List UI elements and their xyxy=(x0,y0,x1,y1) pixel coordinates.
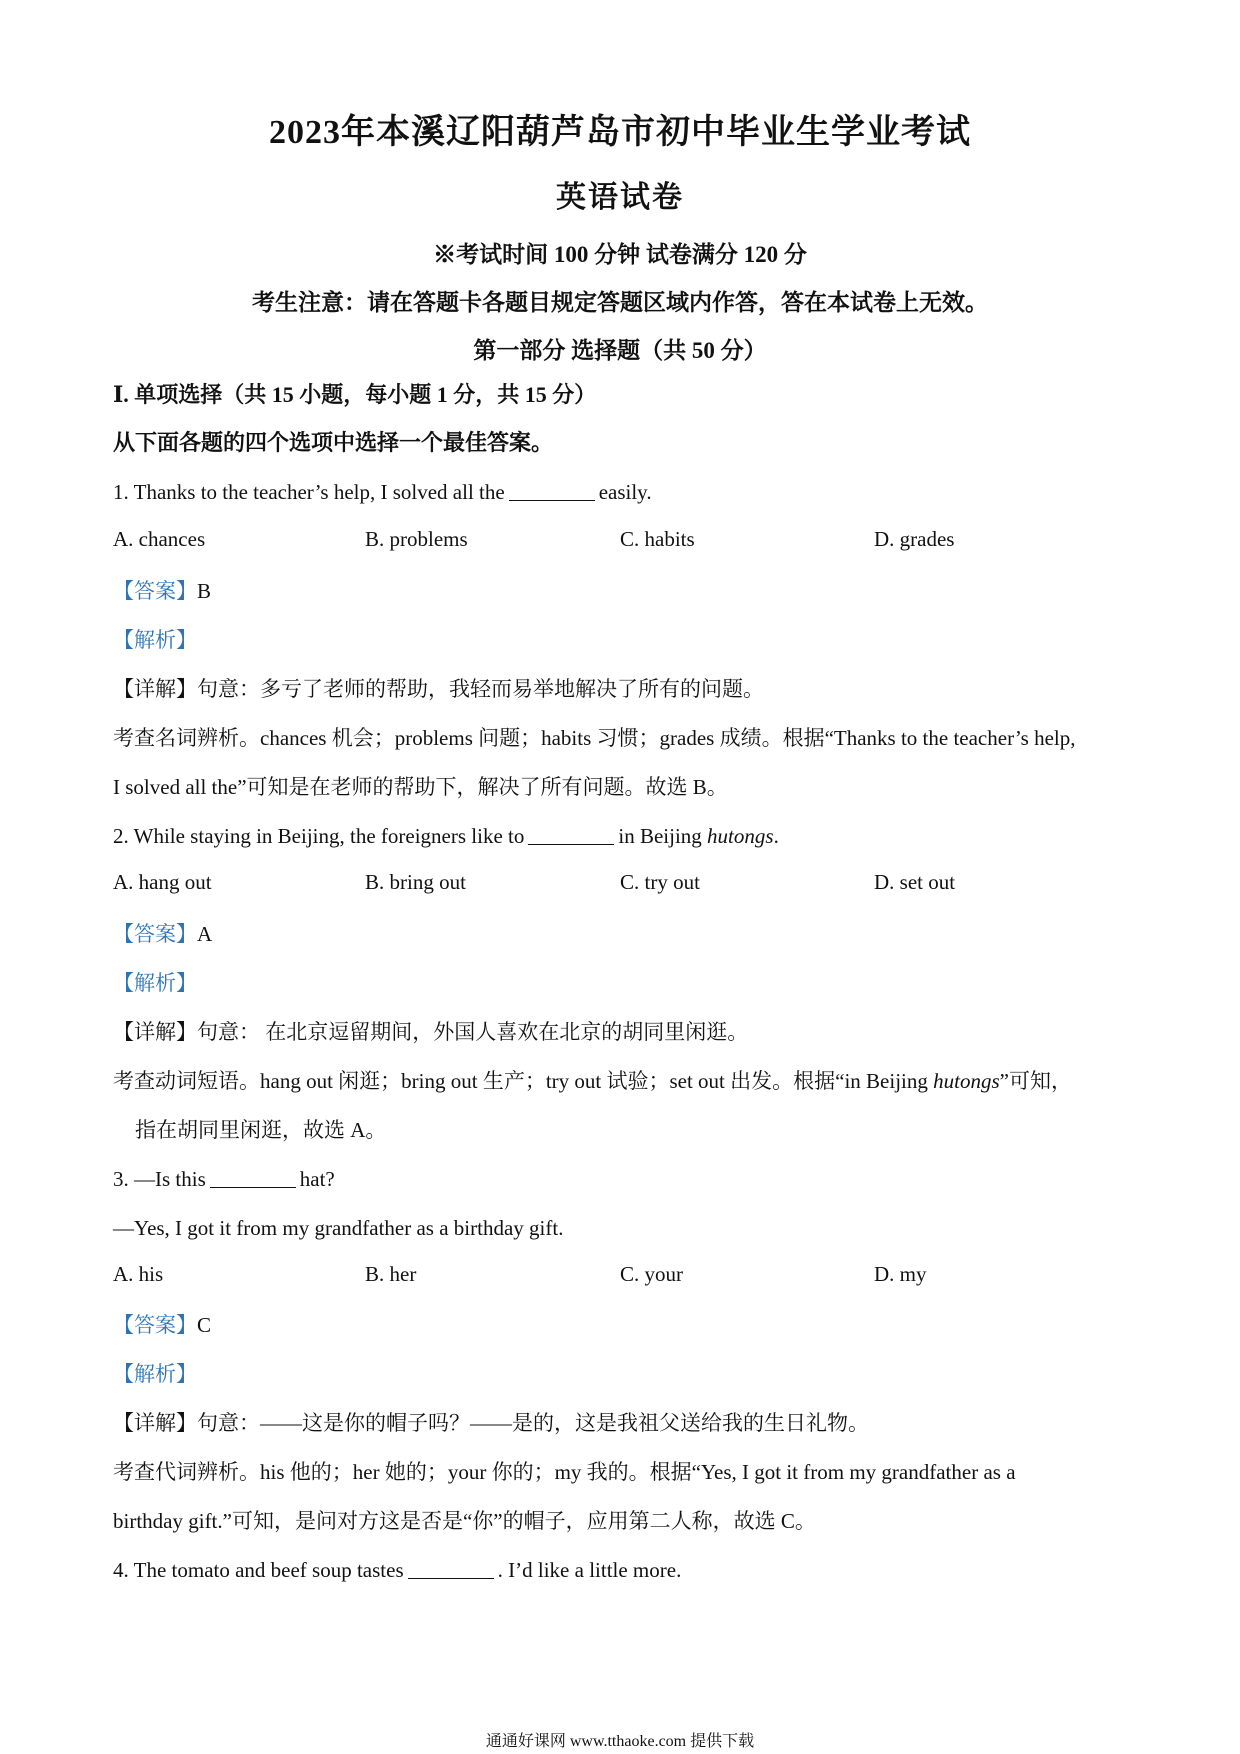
question-3-reply: —Yes, I got it from my grandfather as a birthday gift. xyxy=(113,1216,564,1240)
question-1-stem-after: easily. xyxy=(598,480,652,504)
answer-blank xyxy=(210,1165,296,1188)
question-2-option-d: D. set out xyxy=(874,870,956,894)
question-3-answer xyxy=(113,1310,1133,1340)
question-3-option-a: A. his xyxy=(113,1262,164,1286)
question-3-option-c: C. your xyxy=(620,1262,683,1286)
question-1-option-d: D. grades xyxy=(874,527,955,551)
question-1-detail-text: 句意：多亏了老师的帮助，我轻而易举地解决了所有的问题。 xyxy=(197,677,764,701)
question-1-option-b: B. problems xyxy=(365,527,468,551)
question-1-detail xyxy=(113,674,1133,704)
question-1-answer xyxy=(113,576,1133,606)
question-1-answer-value: B xyxy=(197,579,212,603)
detail-label: 【详解】 xyxy=(113,677,197,701)
question-3-detail xyxy=(113,1408,1133,1438)
question-3-option-b: B. her xyxy=(365,1262,417,1286)
question-3-stem xyxy=(113,1164,1133,1194)
question-3-options xyxy=(113,1262,1133,1292)
question-2-option-a: A. hang out xyxy=(113,870,212,894)
exam-info: ※考试时间 100 分钟 试卷满分 120 分 xyxy=(433,242,807,267)
question-1-explanation-line-2: I solved all the”可知是在老师的帮助下，解决了所有问题。故选 B。 xyxy=(113,775,728,799)
exam-notice: 考生注意：请在答题卡各题目规定答题区域内作答，答在本试卷上无效。 xyxy=(252,290,988,315)
question-2-detail xyxy=(113,1017,1133,1047)
question-2-stem-before: 2. While staying in Beijing, the foreigners like to xyxy=(113,824,525,848)
question-2-option-b: B. bring out xyxy=(365,870,466,894)
question-2-answer-value: A xyxy=(197,922,213,946)
question-2-option-c: C. try out xyxy=(620,870,700,894)
question-3-answer-value: C xyxy=(197,1313,212,1337)
question-4-stem xyxy=(113,1555,1133,1585)
answer-blank xyxy=(509,478,595,501)
question-2-stem-mid: in Beijing xyxy=(618,824,702,848)
question-3-option-d: D. my xyxy=(874,1262,927,1286)
answer-label: 【答案】 xyxy=(113,922,197,946)
question-2-analysis xyxy=(113,968,1133,998)
question-2-answer xyxy=(113,919,1133,949)
question-2-detail-text: 句意： 在北京逗留期间，外国人喜欢在北京的胡同里闲逛。 xyxy=(197,1020,749,1044)
question-3-explanation-line-2: birthday gift.”可知，是问对方这是否是“你”的帽子，应用第二人称，故选 C。 xyxy=(113,1509,816,1533)
detail-label: 【详解】 xyxy=(113,1411,197,1435)
question-3-stem-before: 3. —Is this xyxy=(113,1167,206,1191)
answer-label: 【答案】 xyxy=(113,1313,197,1337)
question-1-stem xyxy=(113,477,1133,507)
answer-label: 【答案】 xyxy=(113,579,197,603)
question-2-explanation-line-1 xyxy=(113,1066,1133,1096)
question-3-analysis xyxy=(113,1359,1133,1389)
question-1-stem-before: 1. Thanks to the teacher’s help, I solved all the xyxy=(113,480,505,504)
analysis-label: 【解析】 xyxy=(113,1362,197,1386)
question-3-detail-text: 句意：——这是你的帽子吗？——是的，这是我祖父送给我的生日礼物。 xyxy=(197,1411,869,1435)
question-1-analysis xyxy=(113,625,1133,655)
question-2-stem-italic: hutongs xyxy=(707,824,774,848)
question-2-stem xyxy=(113,821,1133,851)
question-2-explanation-italic: hutongs xyxy=(933,1069,1000,1093)
part-title: 第一部分 选择题（共 50 分） xyxy=(473,338,767,363)
question-2-explanation-line-2: 指在胡同里闲逛，故选 A。 xyxy=(135,1118,387,1142)
exam-title: 2023年本溪辽阳葫芦岛市初中毕业生学业考试 xyxy=(269,114,971,151)
question-1-options xyxy=(113,527,1133,557)
question-4-stem-before: 4. The tomato and beef soup tastes xyxy=(113,1558,404,1582)
answer-blank xyxy=(528,822,614,845)
page-footer: 通通好课网 www.tthaoke.com 提供下载 xyxy=(485,1733,755,1750)
detail-label: 【详解】 xyxy=(113,1020,197,1044)
analysis-label: 【解析】 xyxy=(113,971,197,995)
question-1-explanation-line-1: 考查名词辨析。chances 机会；problems 问题；habits 习惯；grades 成绩。根据“Thanks to the teacher’s help, xyxy=(113,726,1076,750)
question-1-option-a: A. chances xyxy=(113,527,206,551)
question-2-explanation-b: ”可知， xyxy=(999,1069,1072,1093)
question-2-options xyxy=(113,870,1133,900)
question-2-explanation-a: 考查动词短语。hang out 闲逛；bring out 生产；try out 试验；set out 出发。根据“in Beijing xyxy=(113,1069,928,1093)
question-3-explanation-line-1: 考查代词辨析。his 他的；her 她的；your 你的；my 我的。根据“Yes, I got it from my grandfather as a xyxy=(113,1460,1016,1484)
section-instruction: 从下面各题的四个选项中选择一个最佳答案。 xyxy=(113,430,554,455)
question-4-stem-after: . I’d like a little more. xyxy=(497,1558,682,1582)
section-heading: Ⅰ. 单项选择（共 15 小题，每小题 1 分，共 15 分） xyxy=(113,382,597,407)
analysis-label: 【解析】 xyxy=(113,628,197,652)
subject-title: 英语试卷 xyxy=(556,181,684,214)
question-2-stem-after: . xyxy=(773,824,779,848)
answer-blank xyxy=(408,1556,494,1579)
question-1-option-c: C. habits xyxy=(620,527,695,551)
question-3-stem-after: hat? xyxy=(299,1167,335,1191)
